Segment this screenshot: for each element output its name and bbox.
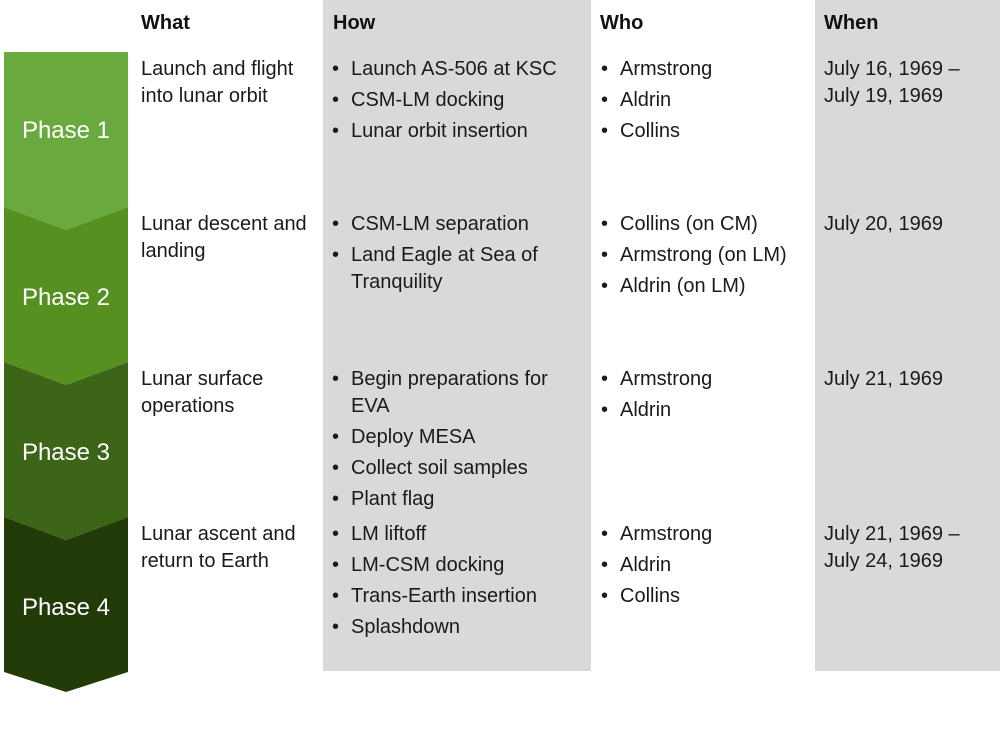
list-item: • Plant flag	[332, 486, 588, 513]
phase-4-who	[601, 521, 813, 614]
list-item: • Launch AS-506 at KSC	[332, 56, 588, 83]
list-item: • Deploy MESA	[332, 424, 588, 451]
phase-3-when: July 21, 1969	[824, 368, 943, 390]
phase-3-label: Phase 3	[21, 439, 111, 466]
phase-1-how	[332, 56, 588, 149]
list-item: • Splashdown	[332, 614, 588, 641]
list-item: • Aldrin	[601, 87, 813, 114]
header-what: What	[141, 12, 190, 34]
list-item: • Armstrong (on LM)	[601, 242, 813, 269]
list-item: • LM-CSM docking	[332, 552, 588, 579]
phase-3-who	[601, 366, 813, 428]
phase-2-label: Phase 2	[21, 284, 111, 311]
phase-2-when: July 20, 1969	[824, 213, 943, 235]
list-item: • Aldrin	[601, 552, 813, 579]
phase-1-what: Launch and flight into lunar orbit	[141, 58, 294, 107]
phase-2-what: Lunar descent and landing	[141, 213, 307, 262]
phase-1-when: July 16, 1969 – July 19, 1969	[824, 58, 960, 107]
list-item: • Collins	[601, 583, 813, 610]
phase-4-how	[332, 521, 588, 645]
list-item: • CSM-LM docking	[332, 87, 588, 114]
list-item: • CSM-LM separation	[332, 211, 588, 238]
header-when: When	[824, 12, 879, 34]
header-how: How	[333, 12, 376, 34]
list-item: • Armstrong	[601, 56, 813, 83]
list-item: • Land Eagle at Sea of Tranquility	[332, 242, 588, 296]
list-item: • Collins	[601, 118, 813, 145]
list-item: • Armstrong	[601, 521, 813, 548]
phase-2-how	[332, 211, 588, 300]
list-item: • Aldrin	[601, 397, 813, 424]
phase-4-label: Phase 4	[21, 594, 111, 621]
phase-4-when: July 21, 1969 – July 24, 1969	[824, 523, 960, 572]
list-item: • Collect soil samples	[332, 455, 588, 482]
phase-2-who	[601, 211, 813, 304]
phase-3-how	[332, 366, 588, 517]
list-item: • LM liftoff	[332, 521, 588, 548]
phase-4-what: Lunar ascent and return to Earth	[141, 523, 296, 572]
list-item: • Aldrin (on LM)	[601, 273, 813, 300]
list-item: • Lunar orbit insertion	[332, 118, 588, 145]
phase-3-what: Lunar surface operations	[141, 368, 264, 417]
phase-1-label: Phase 1	[21, 117, 111, 144]
list-item: • Collins (on CM)	[601, 211, 813, 238]
phase-1-who	[601, 56, 813, 149]
list-item: • Armstrong	[601, 366, 813, 393]
header-who: Who	[600, 12, 644, 34]
list-item: • Begin preparations for EVA	[332, 366, 588, 420]
list-item: • Trans-Earth insertion	[332, 583, 588, 610]
